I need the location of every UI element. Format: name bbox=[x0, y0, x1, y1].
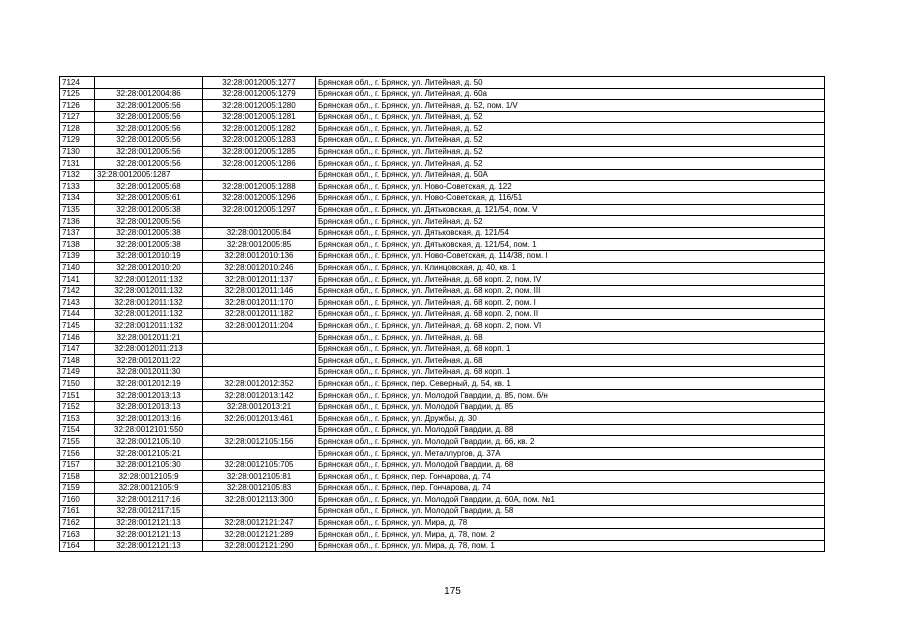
address-cell: Брянская обл., г. Брянск, ул. Литейная, д. 60а bbox=[316, 88, 825, 100]
object-cadastral-number-cell: 32:28:0012005:85 bbox=[203, 239, 316, 251]
object-cadastral-number-cell bbox=[203, 448, 316, 460]
row-number-cell: 7158 bbox=[60, 471, 95, 483]
cadastral-number-cell: 32:28:0012012:19 bbox=[95, 378, 203, 390]
object-cadastral-number-cell: 32:28:0012005:1288 bbox=[203, 181, 316, 193]
address-cell: Брянская обл., г. Брянск, ул. Литейная, д. 68 bbox=[316, 355, 825, 367]
row-number-cell: 7137 bbox=[60, 227, 95, 239]
table-row bbox=[60, 158, 825, 170]
object-cadastral-number-cell: 32:28:0012005:1285 bbox=[203, 146, 316, 158]
table-row bbox=[60, 88, 825, 100]
address-cell: Брянская обл., г. Брянск, ул. Литейная, д. 52, пом. 1/V bbox=[316, 100, 825, 112]
table-row bbox=[60, 529, 825, 541]
table-row bbox=[60, 134, 825, 146]
row-number-cell: 7147 bbox=[60, 343, 95, 355]
address-cell: Брянская обл., г. Брянск, ул. Литейная, д. 68 корп. 2, пом. III bbox=[316, 285, 825, 297]
cadastral-number-cell: 32:28:0012005:56 bbox=[95, 123, 203, 135]
cadastral-number-cell: 32:28:0012005:56 bbox=[95, 158, 203, 170]
table-row bbox=[60, 366, 825, 378]
table-row bbox=[60, 436, 825, 448]
address-cell: Брянская обл., г. Брянск, ул. Мира, д. 78 bbox=[316, 517, 825, 529]
object-cadastral-number-cell: 32:28:0012010:136 bbox=[203, 250, 316, 262]
object-cadastral-number-cell: 32:28:0012010:246 bbox=[203, 262, 316, 274]
table-row bbox=[60, 181, 825, 193]
address-cell: Брянская обл., г. Брянск, ул. Молодой Гвардии, д. 85, пом. б/н bbox=[316, 390, 825, 402]
row-number-cell: 7125 bbox=[60, 88, 95, 100]
table-row bbox=[60, 343, 825, 355]
row-number-cell: 7129 bbox=[60, 134, 95, 146]
object-cadastral-number-cell: 32:26:0012013:461 bbox=[203, 413, 316, 425]
address-cell: Брянская обл., г. Брянск, ул. Литейная, д. 52 bbox=[316, 123, 825, 135]
row-number-cell: 7151 bbox=[60, 390, 95, 402]
cadastral-number-cell: 32:28:0012121:13 bbox=[95, 529, 203, 541]
cadastral-number-cell: 32:28:0012005:56 bbox=[95, 100, 203, 112]
object-cadastral-number-cell bbox=[203, 505, 316, 517]
table-row bbox=[60, 262, 825, 274]
cadastral-number-cell: 32:28:0012013:13 bbox=[95, 401, 203, 413]
table-row bbox=[60, 355, 825, 367]
table-row bbox=[60, 77, 825, 89]
row-number-cell: 7154 bbox=[60, 424, 95, 436]
row-number-cell: 7138 bbox=[60, 239, 95, 251]
registry-table-body bbox=[60, 77, 825, 552]
cadastral-number-cell: 32:28:0012005:56 bbox=[95, 111, 203, 123]
row-number-cell: 7133 bbox=[60, 181, 95, 193]
row-number-cell: 7143 bbox=[60, 297, 95, 309]
table-row bbox=[60, 401, 825, 413]
row-number-cell: 7153 bbox=[60, 413, 95, 425]
table-row bbox=[60, 482, 825, 494]
object-cadastral-number-cell bbox=[203, 216, 316, 228]
object-cadastral-number-cell: 32:28:0012105:83 bbox=[203, 482, 316, 494]
table-row bbox=[60, 459, 825, 471]
object-cadastral-number-cell: 32:28:0012121:247 bbox=[203, 517, 316, 529]
address-cell: Брянская обл., г. Брянск, ул. Литейная, д. 50 bbox=[316, 77, 825, 89]
cadastral-number-cell: 32:28:0012005:68 bbox=[95, 181, 203, 193]
row-number-cell: 7141 bbox=[60, 274, 95, 286]
row-number-cell: 7140 bbox=[60, 262, 95, 274]
table-row bbox=[60, 332, 825, 344]
address-cell: Брянская обл., г. Брянск, ул. Литейная, д. 52 bbox=[316, 158, 825, 170]
object-cadastral-number-cell: 32:28:0012005:1279 bbox=[203, 88, 316, 100]
address-cell: Брянская обл., г. Брянск, ул. Дятьковская, д. 121/54, пом. 1 bbox=[316, 239, 825, 251]
cadastral-number-cell: 32:28:0012005:56 bbox=[95, 146, 203, 158]
table-row bbox=[60, 448, 825, 460]
row-number-cell: 7124 bbox=[60, 77, 95, 89]
object-cadastral-number-cell: 32:28:0012005:84 bbox=[203, 227, 316, 239]
table-row bbox=[60, 471, 825, 483]
address-cell: Брянская обл., г. Брянск, ул. Молодой Гвардии, д. 68 bbox=[316, 459, 825, 471]
row-number-cell: 7132 bbox=[60, 169, 95, 181]
table-row bbox=[60, 517, 825, 529]
cadastral-number-cell: 32:28:0012011:132 bbox=[95, 285, 203, 297]
object-cadastral-number-cell bbox=[203, 343, 316, 355]
address-cell: Брянская обл., г. Брянск, ул. Литейная, д. 52 bbox=[316, 146, 825, 158]
table-row bbox=[60, 239, 825, 251]
object-cadastral-number-cell: 32:28:0012011:182 bbox=[203, 308, 316, 320]
row-number-cell: 7127 bbox=[60, 111, 95, 123]
address-cell: Брянская обл., г. Брянск, ул. Мира, д. 78, пом. 1 bbox=[316, 540, 825, 552]
table-row bbox=[60, 146, 825, 158]
cadastral-number-cell: 32:28:0012117:16 bbox=[95, 494, 203, 506]
row-number-cell: 7134 bbox=[60, 192, 95, 204]
row-number-cell: 7135 bbox=[60, 204, 95, 216]
object-cadastral-number-cell: 32:28:0012005:1297 bbox=[203, 204, 316, 216]
cadastral-number-cell: 32:28:0012121:13 bbox=[95, 540, 203, 552]
object-cadastral-number-cell: 32:28:0012121:289 bbox=[203, 529, 316, 541]
cadastral-number-cell: 32:28:0012005:38 bbox=[95, 227, 203, 239]
cadastral-number-cell: 32:28:0012004:86 bbox=[95, 88, 203, 100]
address-cell: Брянская обл., г. Брянск, ул. Дятьковская, д. 121/54, пом. V bbox=[316, 204, 825, 216]
address-cell: Брянская обл., г. Брянск, ул. Молодой Гвардии, д. 85 bbox=[316, 401, 825, 413]
cadastral-number-cell: 32:28:0012105:9 bbox=[95, 482, 203, 494]
row-number-cell: 7150 bbox=[60, 378, 95, 390]
cadastral-number-cell: 32:28:0012011:21 bbox=[95, 332, 203, 344]
row-number-cell: 7160 bbox=[60, 494, 95, 506]
table-row bbox=[60, 204, 825, 216]
cadastral-number-cell bbox=[95, 77, 203, 89]
cadastral-number-cell: 32:28:0012117:15 bbox=[95, 505, 203, 517]
object-cadastral-number-cell: 32:28:0012105:705 bbox=[203, 459, 316, 471]
address-cell: Брянская обл., г. Брянск, ул. Ново-Советская, д. 116/51 bbox=[316, 192, 825, 204]
object-cadastral-number-cell: 32:28:0012005:1282 bbox=[203, 123, 316, 135]
row-number-cell: 7146 bbox=[60, 332, 95, 344]
row-number-cell: 7136 bbox=[60, 216, 95, 228]
cadastral-number-cell: 32:28:0012011:132 bbox=[95, 274, 203, 286]
address-cell: Брянская обл., г. Брянск, ул. Литейная, д. 68 корп. 2, пом. IV bbox=[316, 274, 825, 286]
cadastral-number-cell: 32:28:0012011:132 bbox=[95, 308, 203, 320]
row-number-cell: 7155 bbox=[60, 436, 95, 448]
cadastral-number-cell: 32:28:0012105:21 bbox=[95, 448, 203, 460]
address-cell: Брянская обл., г. Брянск, ул. Молодой Гвардии, д. 66, кв. 2 bbox=[316, 436, 825, 448]
cadastral-number-cell: 32:28:0012010:19 bbox=[95, 250, 203, 262]
object-cadastral-number-cell: 32:28:0012005:1286 bbox=[203, 158, 316, 170]
object-cadastral-number-cell bbox=[203, 332, 316, 344]
table-row bbox=[60, 192, 825, 204]
address-cell: Брянская обл., г. Брянск, пер. Гончарова, д. 74 bbox=[316, 471, 825, 483]
object-cadastral-number-cell bbox=[203, 169, 316, 181]
table-row bbox=[60, 308, 825, 320]
row-number-cell: 7130 bbox=[60, 146, 95, 158]
object-cadastral-number-cell: 32:28:0012011:137 bbox=[203, 274, 316, 286]
address-cell: Брянская обл., г. Брянск, ул. Молодой Гвардии, д. 58 bbox=[316, 505, 825, 517]
object-cadastral-number-cell: 32:28:0012121:290 bbox=[203, 540, 316, 552]
row-number-cell: 7161 bbox=[60, 505, 95, 517]
page-number: 175 bbox=[444, 586, 461, 597]
table-row bbox=[60, 111, 825, 123]
table-row bbox=[60, 123, 825, 135]
table-row bbox=[60, 505, 825, 517]
object-cadastral-number-cell: 32:28:0012105:156 bbox=[203, 436, 316, 448]
address-cell: Брянская обл., г. Брянск, ул. Литейная, д. 52 bbox=[316, 134, 825, 146]
address-cell: Брянская обл., г. Брянск, пер. Северный, д. 54, кв. 1 bbox=[316, 378, 825, 390]
cadastral-number-cell: 32:28:0012011:132 bbox=[95, 297, 203, 309]
address-cell: Брянская обл., г. Брянск, ул. Ново-Советская, д. 114/38, пом. I bbox=[316, 250, 825, 262]
object-cadastral-number-cell: 32:28:0012013:142 bbox=[203, 390, 316, 402]
table-row bbox=[60, 413, 825, 425]
object-cadastral-number-cell bbox=[203, 355, 316, 367]
object-cadastral-number-cell: 32:28:0012005:1296 bbox=[203, 192, 316, 204]
cadastral-number-cell: 32:28:0012121:13 bbox=[95, 517, 203, 529]
row-number-cell: 7145 bbox=[60, 320, 95, 332]
table-row bbox=[60, 227, 825, 239]
address-cell: Брянская обл., г. Брянск, ул. Ново-Советская, д. 122 bbox=[316, 181, 825, 193]
address-cell: Брянская обл., г. Брянск, ул. Литейная, д. 52 bbox=[316, 216, 825, 228]
table-row bbox=[60, 424, 825, 436]
cadastral-number-cell: 32:28:0012013:13 bbox=[95, 390, 203, 402]
table-row bbox=[60, 274, 825, 286]
object-cadastral-number-cell bbox=[203, 424, 316, 436]
row-number-cell: 7163 bbox=[60, 529, 95, 541]
table-row bbox=[60, 100, 825, 112]
cadastral-number-cell: 32:28:0012011:30 bbox=[95, 366, 203, 378]
object-cadastral-number-cell: 32:28:0012012:352 bbox=[203, 378, 316, 390]
address-cell: Брянская обл., г. Брянск, ул. Мира, д. 78, пом. 2 bbox=[316, 529, 825, 541]
address-cell: Брянская обл., г. Брянск, ул. Литейная, д. 68 корп. 1 bbox=[316, 343, 825, 355]
address-cell: Брянская обл., г. Брянск, ул. Литейная, д. 68 корп. 2, пом. II bbox=[316, 308, 825, 320]
row-number-cell: 7131 bbox=[60, 158, 95, 170]
table-row bbox=[60, 320, 825, 332]
cadastral-number-cell: 32:28:0012005:56 bbox=[95, 216, 203, 228]
address-cell: Брянская обл., г. Брянск, ул. Молодой Гвардии, д. 88 bbox=[316, 424, 825, 436]
table-row bbox=[60, 250, 825, 262]
cadastral-number-cell: 32:28:0012005:1287 bbox=[95, 169, 203, 181]
cadastral-number-cell: 32:28:0012105:9 bbox=[95, 471, 203, 483]
table-row bbox=[60, 169, 825, 181]
cadastral-number-cell: 32:28:0012011:22 bbox=[95, 355, 203, 367]
object-cadastral-number-cell: 32:28:0012005:1277 bbox=[203, 77, 316, 89]
row-number-cell: 7162 bbox=[60, 517, 95, 529]
row-number-cell: 7164 bbox=[60, 540, 95, 552]
cadastral-number-cell: 32:28:0012010:20 bbox=[95, 262, 203, 274]
table-row bbox=[60, 494, 825, 506]
address-cell: Брянская обл., г. Брянск, ул. Литейная, д. 68 bbox=[316, 332, 825, 344]
address-cell: Брянская обл., г. Брянск, ул. Литейная, д. 68 корп. 2, пом. VI bbox=[316, 320, 825, 332]
address-cell: Брянская обл., г. Брянск, ул. Дружбы, д. 30 bbox=[316, 413, 825, 425]
object-cadastral-number-cell: 32:28:0012113:300 bbox=[203, 494, 316, 506]
row-number-cell: 7142 bbox=[60, 285, 95, 297]
address-cell: Брянская обл., г. Брянск, ул. Литейная, д. 68 корп. 1 bbox=[316, 366, 825, 378]
row-number-cell: 7157 bbox=[60, 459, 95, 471]
object-cadastral-number-cell: 32:28:0012105:81 bbox=[203, 471, 316, 483]
object-cadastral-number-cell: 32:28:0012011:146 bbox=[203, 285, 316, 297]
cadastral-number-cell: 32:28:0012005:38 bbox=[95, 239, 203, 251]
table-row bbox=[60, 297, 825, 309]
row-number-cell: 7159 bbox=[60, 482, 95, 494]
address-cell: Брянская обл., г. Брянск, ул. Литейная, д. 68 корп. 2, пом. I bbox=[316, 297, 825, 309]
address-cell: Брянская обл., г. Брянск, ул. Металлургов, д. 37А bbox=[316, 448, 825, 460]
cadastral-number-cell: 32:28:0012011:132 bbox=[95, 320, 203, 332]
row-number-cell: 7156 bbox=[60, 448, 95, 460]
row-number-cell: 7152 bbox=[60, 401, 95, 413]
cadastral-number-cell: 32:28:0012013:16 bbox=[95, 413, 203, 425]
object-cadastral-number-cell: 32:28:0012013:21 bbox=[203, 401, 316, 413]
registry-table bbox=[59, 76, 825, 552]
object-cadastral-number-cell: 32:28:0012005:1280 bbox=[203, 100, 316, 112]
row-number-cell: 7149 bbox=[60, 366, 95, 378]
table-row bbox=[60, 540, 825, 552]
cadastral-number-cell: 32:28:0012011:213 bbox=[95, 343, 203, 355]
table-row bbox=[60, 378, 825, 390]
address-cell: Брянская обл., г. Брянск, ул. Дятьковская, д. 121/54 bbox=[316, 227, 825, 239]
table-row bbox=[60, 390, 825, 402]
row-number-cell: 7144 bbox=[60, 308, 95, 320]
address-cell: Брянская обл., г. Брянск, ул. Литейная, д. 52 bbox=[316, 111, 825, 123]
cadastral-number-cell: 32:28:0012005:38 bbox=[95, 204, 203, 216]
row-number-cell: 7126 bbox=[60, 100, 95, 112]
cadastral-number-cell: 32:28:0012005:56 bbox=[95, 134, 203, 146]
address-cell: Брянская обл., г. Брянск, пер. Гончарова, д. 74 bbox=[316, 482, 825, 494]
address-cell: Брянская обл., г. Брянск, ул. Литейная, д. 50А bbox=[316, 169, 825, 181]
row-number-cell: 7128 bbox=[60, 123, 95, 135]
object-cadastral-number-cell: 32:28:0012011:204 bbox=[203, 320, 316, 332]
cadastral-number-cell: 32:28:0012105:10 bbox=[95, 436, 203, 448]
object-cadastral-number-cell: 32:28:0012005:1281 bbox=[203, 111, 316, 123]
table-row bbox=[60, 216, 825, 228]
object-cadastral-number-cell: 32:28:0012005:1283 bbox=[203, 134, 316, 146]
table-row bbox=[60, 285, 825, 297]
address-cell: Брянская обл., г. Брянск, ул. Клинцовская, д. 40, кв. 1 bbox=[316, 262, 825, 274]
object-cadastral-number-cell bbox=[203, 366, 316, 378]
row-number-cell: 7148 bbox=[60, 355, 95, 367]
address-cell: Брянская обл., г. Брянск, ул. Молодой Гвардии, д. 60А, пом. №1 bbox=[316, 494, 825, 506]
cadastral-number-cell: 32:28:0012105:30 bbox=[95, 459, 203, 471]
cadastral-number-cell: 32:28:0012005:61 bbox=[95, 192, 203, 204]
cadastral-number-cell: 32:28:0012101:550 bbox=[95, 424, 203, 436]
object-cadastral-number-cell: 32:28:0012011:170 bbox=[203, 297, 316, 309]
row-number-cell: 7139 bbox=[60, 250, 95, 262]
